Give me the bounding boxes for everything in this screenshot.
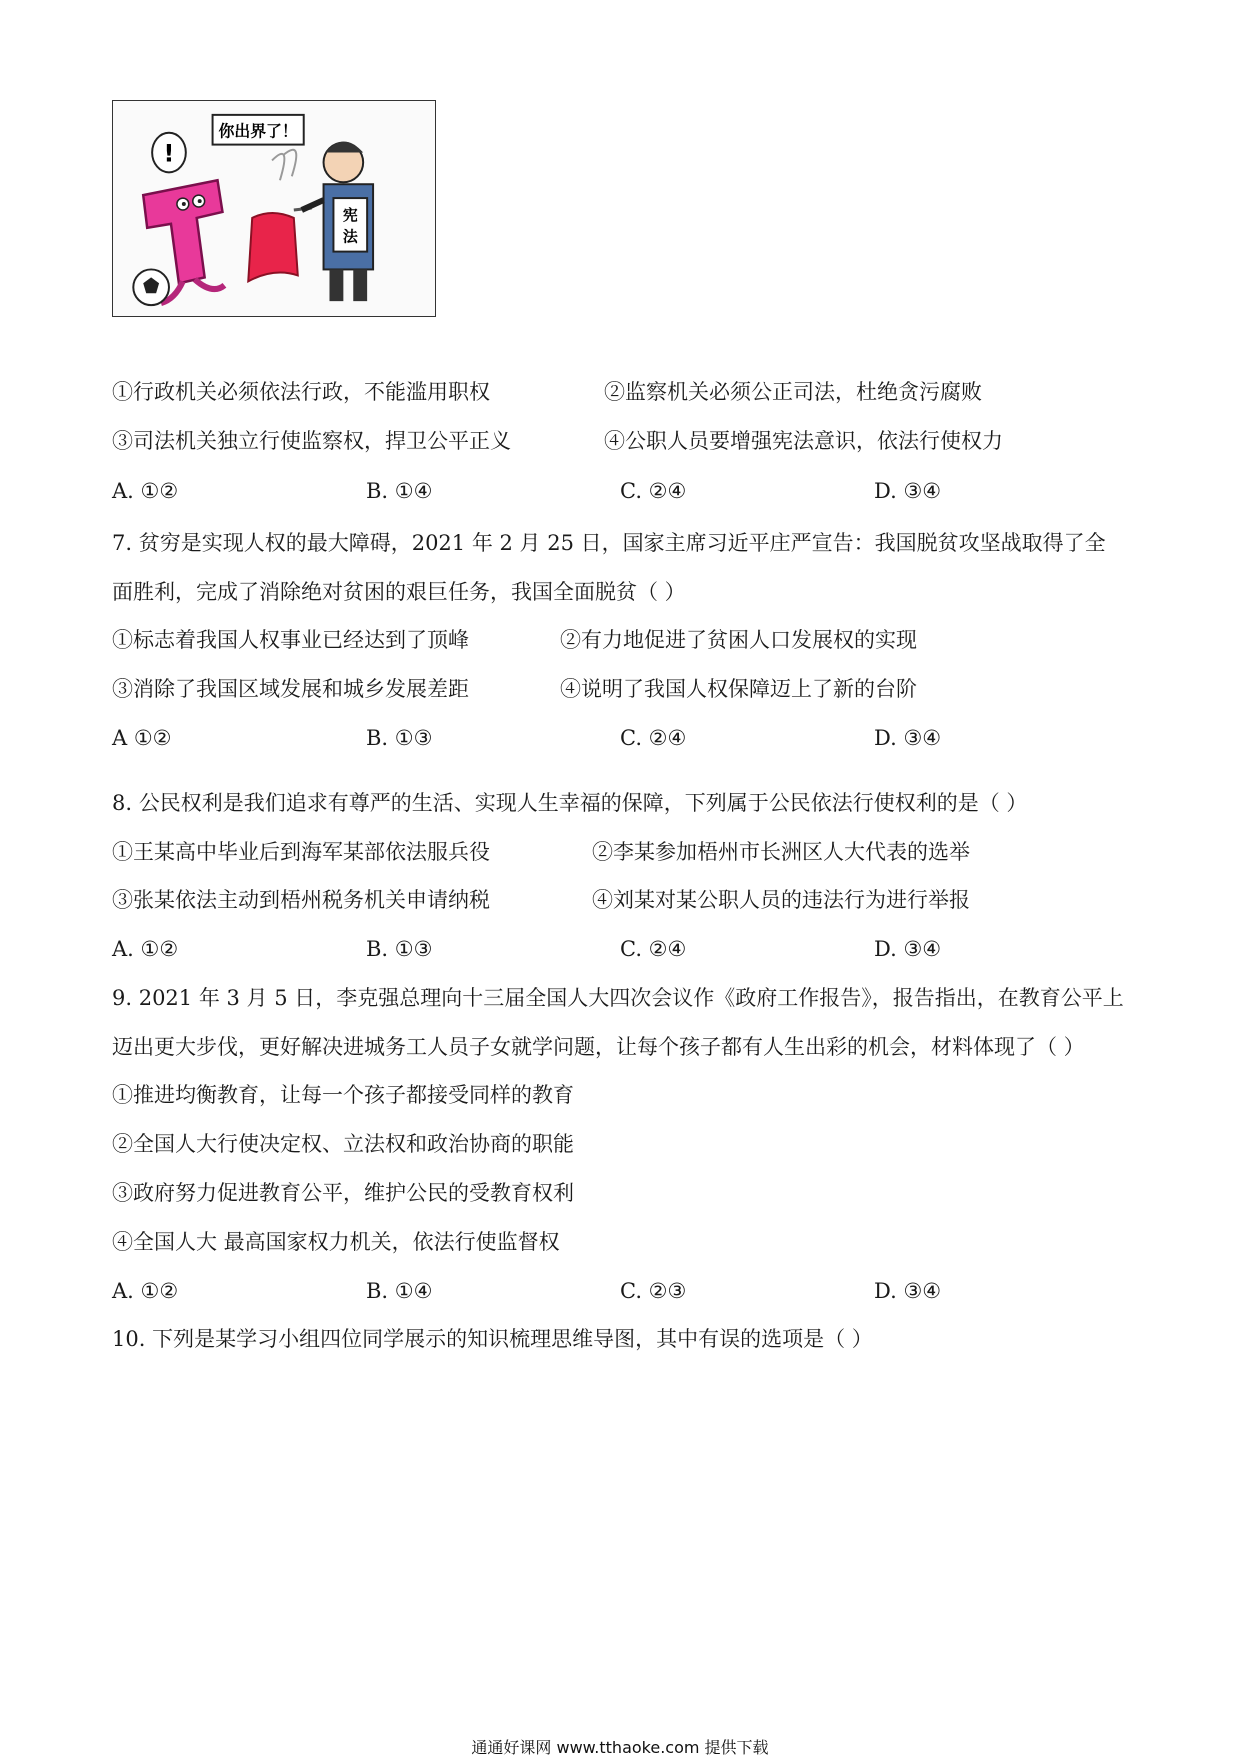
cartoon-illustration [112, 100, 436, 317]
q7-stem-line2: 面胜利，完成了消除绝对贫困的艰巨任务，我国全面脱贫（ ） [112, 580, 686, 604]
q9-stem-line2: 迈出更大步伐，更好解决进城务工人员子女就学问题，让每个孩子都有人生出彩的机会，材料体现了（ ） [112, 1035, 1085, 1059]
q6-option-c[interactable]: C. ②④ [620, 479, 687, 503]
q7-option-d[interactable]: D. ③④ [874, 726, 942, 750]
sign-char-1: 宪 [342, 205, 358, 224]
q8-option-b[interactable]: B. ①③ [366, 937, 433, 961]
q9-statement-4: ④全国人大 最高国家权力机关，依法行使监督权 [112, 1230, 560, 1254]
q6-statement-4: ④公职人员要增强宪法意识，依法行使权力 [604, 429, 1003, 453]
exclaim-text: ! [163, 139, 175, 168]
q9-option-b[interactable]: B. ①④ [366, 1279, 433, 1303]
q6-options [112, 477, 1142, 505]
speech-text: 你出界了！ [218, 121, 298, 141]
q10-stem: 10. 下列是某学习小组四位同学展示的知识梳理思维导图，其中有误的选项是（ ） [112, 1327, 873, 1351]
q6-option-b[interactable]: B. ①④ [366, 479, 433, 503]
q9-option-d[interactable]: D. ③④ [874, 1279, 942, 1303]
red-card-flag [248, 213, 298, 281]
q8-stem: 8. 公民权利是我们追求有尊严的生活、实现人生幸福的保障，下列属于公民依法行使权利的是（ ） [112, 791, 1028, 815]
q8-statement-2: ②李某参加梧州市长洲区人大代表的选举 [592, 840, 970, 864]
q8-option-d[interactable]: D. ③④ [874, 937, 942, 961]
q9-option-c[interactable]: C. ②③ [620, 1279, 687, 1303]
q7-options [112, 724, 1142, 752]
cartoon-drawing [113, 101, 435, 316]
q7-option-b[interactable]: B. ①③ [366, 726, 433, 750]
q8-statement-1: ①王某高中毕业后到海军某部依法服兵役 [112, 840, 490, 864]
q6-option-a[interactable]: A. ①② [112, 479, 179, 503]
q9-option-a[interactable]: A. ①② [112, 1279, 179, 1303]
q7-stem-line1: 7. 贫穷是实现人权的最大障碍，2021 年 2 月 25 日，国家主席习近平庄严宣告：我国脱贫攻坚战取得了全 [112, 531, 1106, 555]
q6-statement-2: ②监察机关必须公正司法，杜绝贪污腐败 [604, 380, 982, 404]
q8-option-c[interactable]: C. ②④ [620, 937, 687, 961]
q7-option-a[interactable]: A ①② [112, 726, 172, 750]
q9-statement-2: ②全国人大行使决定权、立法权和政治协商的职能 [112, 1132, 574, 1156]
q7-statement-4: ④说明了我国人权保障迈上了新的台阶 [560, 677, 917, 701]
q9-options [112, 1277, 1142, 1305]
q6-statement-1: ①行政机关必须依法行政，不能滥用职权 [112, 380, 490, 404]
letter-t-character [143, 180, 222, 283]
q9-statement-1: ①推进均衡教育，让每一个孩子都接受同样的教育 [112, 1083, 574, 1107]
page-footer: 通通好课网 www.tthaoke.com 提供下载 [471, 1738, 769, 1757]
q6-option-d[interactable]: D. ③④ [874, 479, 942, 503]
q7-statement-1: ①标志着我国人权事业已经达到了顶峰 [112, 628, 469, 652]
q7-statement-2: ②有力地促进了贫困人口发展权的实现 [560, 628, 917, 652]
q6-statement-3: ③司法机关独立行使监察权，捍卫公平正义 [112, 429, 511, 453]
q8-options [112, 935, 1142, 963]
q8-statement-3: ③张某依法主动到梧州税务机关申请纳税 [112, 888, 490, 912]
q9-stem-line1: 9. 2021 年 3 月 5 日，李克强总理向十三届全国人大四次会议作《政府工作报告》，报告指出，在教育公平上 [112, 986, 1124, 1010]
q8-statement-4: ④刘某对某公职人员的违法行为进行举报 [592, 888, 970, 912]
q7-option-c[interactable]: C. ②④ [620, 726, 687, 750]
sign-char-2: 法 [342, 227, 358, 246]
q7-statement-3: ③消除了我国区域发展和城乡发展差距 [112, 677, 469, 701]
q9-statement-3: ③政府努力促进教育公平，维护公民的受教育权利 [112, 1181, 574, 1205]
q8-option-a[interactable]: A. ①② [112, 937, 179, 961]
